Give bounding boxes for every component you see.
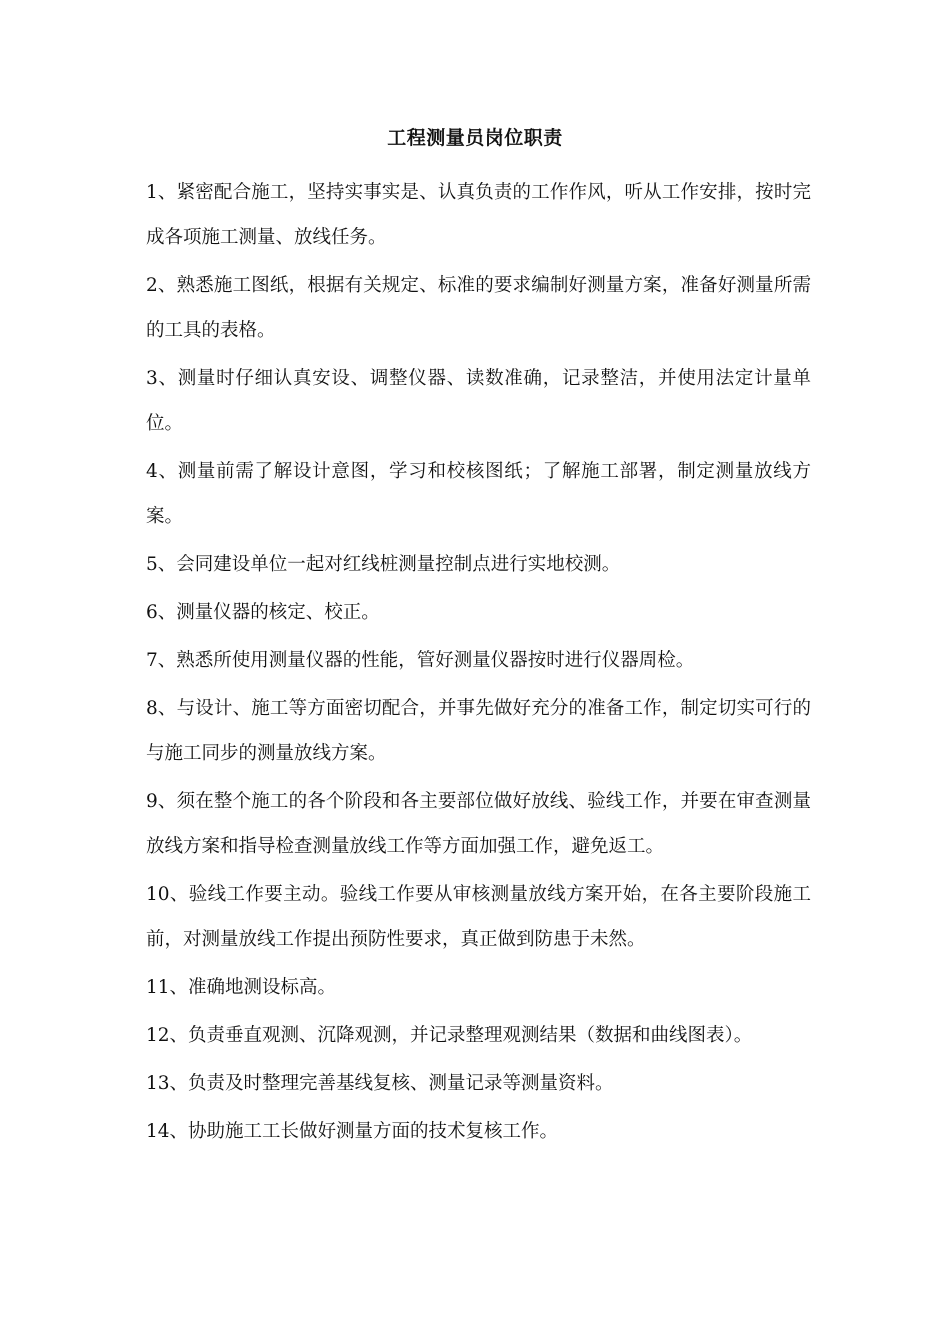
duty-item-6: 6、测量仪器的核定、校正。 [146, 602, 380, 623]
duty-item-5: 5、会同建设单位一起对红线桩测量控制点进行实地校测。 [146, 554, 621, 575]
duty-item-8: 8、与设计、施工等方面密切配合，并事先做好充分的准备工作，制定切实可行的与施工同步的测量放线方案。 [146, 698, 811, 764]
duty-item-3: 3、测量时仔细认真安设、调整仪器、读数准确，记录整洁，并使用法定计量单位。 [146, 368, 811, 434]
document-title: 工程测量员岗位职责 [387, 127, 563, 149]
duty-item-11: 11、准确地测设标高。 [146, 977, 337, 998]
duty-item-13: 13、负责及时整理完善基线复核、测量记录等测量资料。 [146, 1073, 614, 1094]
duty-item-4: 4、测量前需了解设计意图，学习和校核图纸；了解施工部署，制定测量放线方案。 [146, 461, 811, 527]
duty-item-10: 10、验线工作要主动。验线工作要从审核测量放线方案开始，在各主要阶段施工前，对测量放线工作提出预防性要求，真正做到防患于未然。 [146, 884, 811, 950]
duty-item-14: 14、协助施工工长做好测量方面的技术复核工作。 [146, 1121, 559, 1142]
duty-item-7: 7、熟悉所使用测量仪器的性能，管好测量仪器按时进行仪器周检。 [146, 650, 695, 671]
duty-item-12: 12、负责垂直观测、沉降观测，并记录整理观测结果（数据和曲线图表）。 [146, 1025, 753, 1046]
duty-item-1: 1、紧密配合施工，坚持实事实是、认真负责的工作作风，听从工作安排，按时完成各项施工测量、放线任务。 [146, 182, 811, 248]
duty-item-2: 2、熟悉施工图纸，根据有关规定、标准的要求编制好测量方案，准备好测量所需的工具的表格。 [146, 275, 811, 341]
duty-list [146, 170, 811, 1157]
duty-item-9: 9、须在整个施工的各个阶段和各主要部位做好放线、验线工作，并要在审查测量放线方案和指导检查测量放线工作等方面加强工作，避免返工。 [146, 791, 811, 857]
